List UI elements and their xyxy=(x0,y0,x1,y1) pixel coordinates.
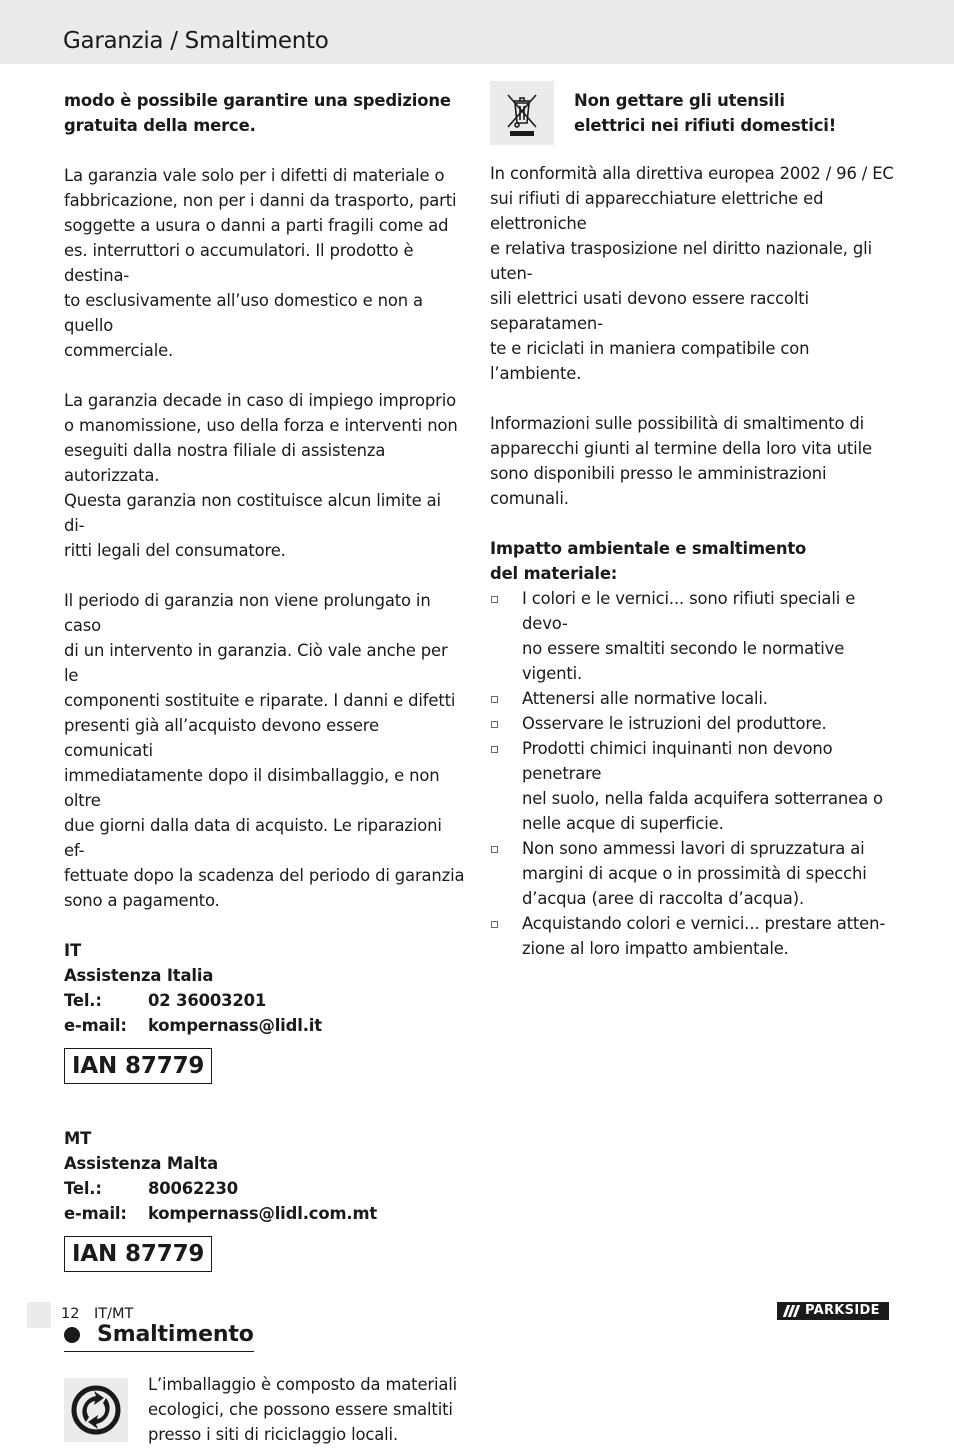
brand-stripes-icon xyxy=(781,1302,803,1320)
contact-email-row xyxy=(64,1013,466,1038)
text-line: commerciale. xyxy=(64,341,174,360)
text-line: Non gettare gli utensili xyxy=(574,91,785,110)
square-bullet-icon xyxy=(491,721,498,728)
contact-email-row xyxy=(64,1201,466,1226)
list-item xyxy=(490,586,894,686)
text-line: La garanzia decade in caso di impiego improprio xyxy=(64,391,457,410)
text-line: Informazioni sulle possibilità di smaltimento di xyxy=(490,414,865,433)
text-line: di un intervento in garanzia. Ciò vale anche per le xyxy=(64,641,448,685)
text-line: sono disponibili presso le amministrazioni comunali. xyxy=(490,464,827,508)
text-line: I colori e le vernici... sono rifiuti speciali e devo- xyxy=(522,589,856,633)
text-line: In conformità alla direttiva europea 2002 / 96 / EC xyxy=(490,164,894,183)
text-line: Questa garanzia non costituisce alcun limite ai di- xyxy=(64,491,441,535)
tel-label: Tel.: xyxy=(64,1179,102,1198)
text-line: componenti sostituite e riparate. I danni e difetti xyxy=(64,691,456,710)
tel-label: Tel.: xyxy=(64,991,102,1010)
square-bullet-icon xyxy=(491,921,498,928)
square-bullet-icon xyxy=(491,746,498,753)
text-line: o manomissione, uso della forza e interventi non xyxy=(64,416,458,435)
text-line: presenti già all’acquisto devono essere comunicati xyxy=(64,716,379,760)
disposal-section-title xyxy=(64,1320,254,1352)
text-line: ritti legali del consumatore. xyxy=(64,541,286,560)
list-item xyxy=(490,911,894,961)
list-item xyxy=(490,711,894,736)
contact-service: Assistenza Malta xyxy=(64,1154,218,1173)
email-label: e-mail: xyxy=(64,1204,127,1223)
email-value[interactable]: kompernass@lidl.com.mt xyxy=(148,1204,378,1223)
text-line: eseguiti dalla nostra filiale di assistenza autorizzata. xyxy=(64,441,386,485)
text-line: sili elettrici usati devono essere raccolti separatamen- xyxy=(490,289,809,333)
list-item xyxy=(490,736,894,836)
text-line: elettrici nei rifiuti domestici! xyxy=(574,116,837,135)
text-line: La garanzia vale solo per i difetti di materiale o xyxy=(64,166,445,185)
text-line: to esclusivamente all’uso domestico e non a quello xyxy=(64,291,423,335)
square-bullet-icon xyxy=(491,696,498,703)
text-line: nelle acque di superficie. xyxy=(522,814,724,833)
tel-value[interactable]: 02 36003201 xyxy=(148,991,267,1010)
text-line: Il periodo di garanzia non viene prolungato in caso xyxy=(64,591,431,635)
warranty-paragraph-1 xyxy=(64,163,466,363)
text-line: due giorni dalla data di acquisto. Le riparazioni ef- xyxy=(64,816,442,860)
text-line: presso i siti di riciclaggio locali. xyxy=(148,1425,399,1444)
email-value[interactable]: kompernass@lidl.it xyxy=(148,1016,322,1035)
text-line: no essere smaltiti secondo le normative vigenti. xyxy=(522,639,845,683)
contact-country: IT xyxy=(64,941,81,960)
impact-title xyxy=(490,536,894,586)
language-code: IT/MT xyxy=(94,1306,134,1322)
contact-tel-row xyxy=(64,988,466,1013)
text-line: immediatamente dopo il disimballaggio, e non oltre xyxy=(64,766,440,810)
text-line: margini di acque o in prossimità di specchi xyxy=(522,864,867,883)
square-bullet-icon xyxy=(491,596,498,603)
text-line: sui rifiuti di apparecchiature elettriche ed elettroniche xyxy=(490,189,824,233)
text-line: soggette a usura o danni a parti fragili come ad xyxy=(64,216,449,235)
green-dot-recycling-icon xyxy=(64,1378,128,1442)
list-item xyxy=(490,686,894,711)
text-line: Acquistando colori e vernici... prestare atten- xyxy=(522,914,886,933)
left-column xyxy=(64,88,466,1447)
weee-paragraph-2 xyxy=(490,411,894,511)
contact-service: Assistenza Italia xyxy=(64,966,214,985)
contact-block-mt xyxy=(64,1126,466,1272)
weee-title xyxy=(574,88,836,138)
text-line: Osservare le istruzioni del produttore. xyxy=(522,714,827,733)
warranty-paragraph-3 xyxy=(64,588,466,913)
weee-notice xyxy=(490,81,894,145)
crossed-out-bin-icon xyxy=(490,81,554,145)
ian-box: IAN 87779 xyxy=(64,1236,212,1272)
packaging-text xyxy=(148,1372,457,1447)
text-line: zione al loro impatto ambientale. xyxy=(522,939,789,958)
text-line: ecologici, che possono essere smaltiti xyxy=(148,1400,453,1419)
text-line: nel suolo, nella falda acquifera sotterranea o xyxy=(522,789,883,808)
text-line: Impatto ambientale e smaltimento xyxy=(490,539,807,558)
impact-list xyxy=(490,586,894,961)
square-bullet-icon xyxy=(491,846,498,853)
text-line: Attenersi alle normative locali. xyxy=(522,689,768,708)
bullet-icon xyxy=(64,1327,80,1343)
contact-block-it xyxy=(64,938,466,1084)
ian-box: IAN 87779 xyxy=(64,1048,212,1084)
text-line: es. interruttori o accumulatori. Il prodotto è destina- xyxy=(64,241,414,285)
brand-logo xyxy=(777,1302,889,1320)
section-title-text: Smaltimento xyxy=(97,1322,254,1347)
footer-page-box xyxy=(27,1302,51,1328)
text-line: apparecchi giunti al termine della loro vita utile xyxy=(490,439,872,458)
text-line: te e riciclati in maniera compatibile con l’ambiente. xyxy=(490,339,810,383)
text-line: Prodotti chimici inquinanti non devono penetrare xyxy=(522,739,833,783)
text-line: Non sono ammessi lavori di spruzzatura ai xyxy=(522,839,865,858)
text-line: fettuate dopo la scadenza del periodo di garanzia xyxy=(64,866,465,885)
contact-country: MT xyxy=(64,1129,92,1148)
list-item xyxy=(490,836,894,911)
brand-name: PARKSIDE xyxy=(805,1303,880,1318)
text-line: e relativa trasposizione nel diritto nazionale, gli uten- xyxy=(490,239,872,283)
contact-tel-row xyxy=(64,1176,466,1201)
warranty-paragraph-2 xyxy=(64,388,466,563)
right-column xyxy=(490,81,894,961)
weee-paragraph-1 xyxy=(490,161,894,386)
text-line: d’acqua (aree di raccolta d’acqua). xyxy=(522,889,805,908)
page-number: 12 xyxy=(61,1306,80,1322)
tel-value[interactable]: 80062230 xyxy=(148,1179,239,1198)
text-line: L’imballaggio è composto da materiali xyxy=(148,1375,458,1394)
text-line: fabbricazione, non per i danni da trasporto, parti xyxy=(64,191,457,210)
text-line: sono a pagamento. xyxy=(64,891,220,910)
packaging-info xyxy=(64,1375,466,1447)
text-line: del materiale: xyxy=(490,564,618,583)
email-label: e-mail: xyxy=(64,1016,127,1035)
intro-bold-text: modo è possibile garantire una spedizione gratuita della merce. xyxy=(64,91,451,135)
page-title: Garanzia / Smaltimento xyxy=(63,28,329,54)
